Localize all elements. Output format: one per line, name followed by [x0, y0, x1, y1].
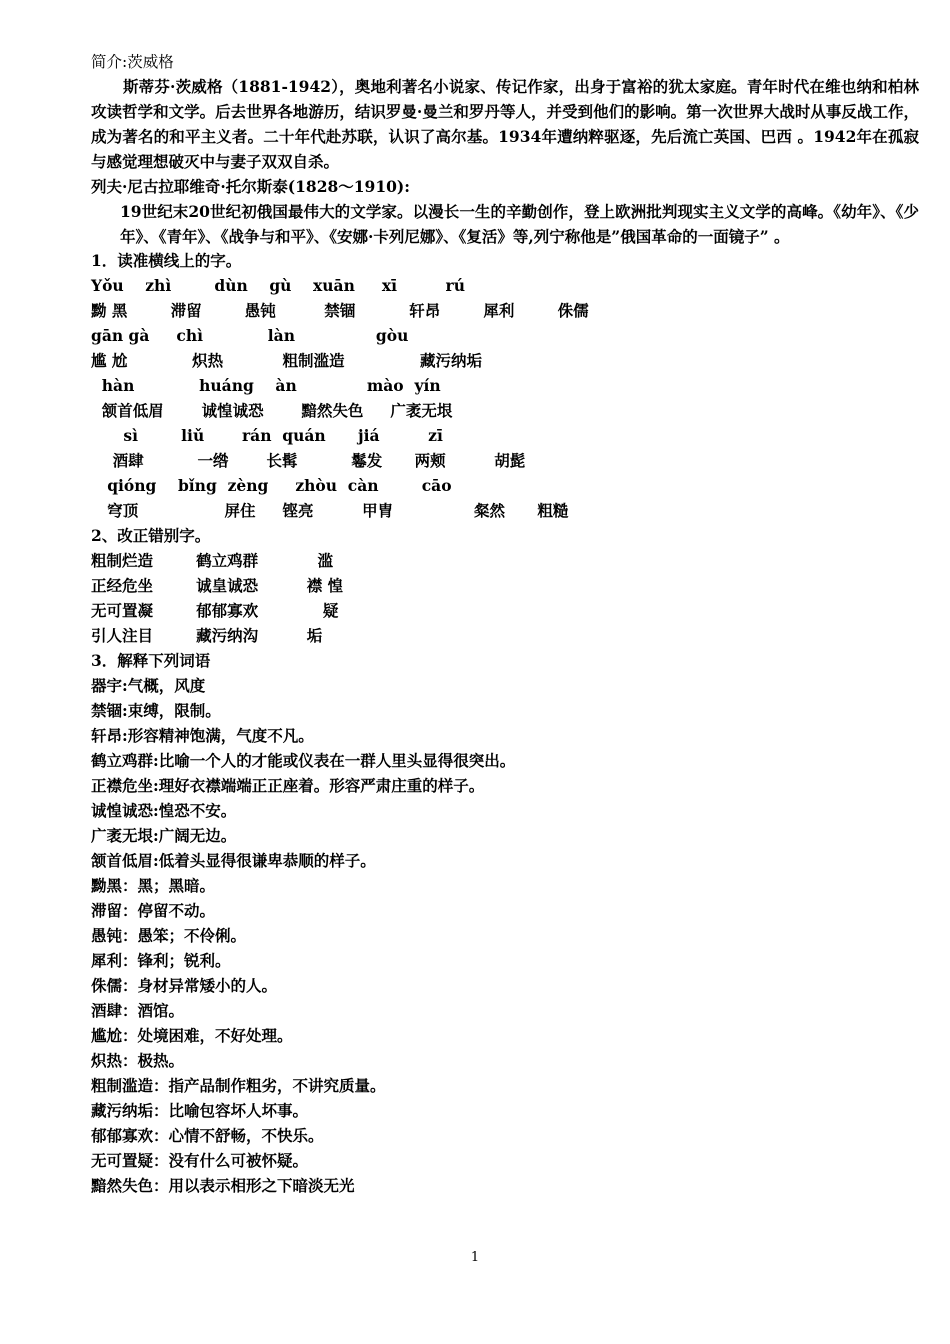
definition-item: 鹤立鸡群:比喻一个人的才能或仪表在一群人里头显得很突出。: [91, 751, 516, 770]
definition-item: 黯然失色：用以表示相形之下暗淡无光: [91, 1176, 355, 1195]
definition-item: 无可置疑：没有什么可被怀疑。: [91, 1151, 309, 1170]
pinyin-row: sì liǔ rán quán jiá zī: [91, 426, 443, 445]
definition-item: 犀利：锋利；锐利。: [91, 951, 231, 970]
word-row: 酒肆 一绺 长髯 鬈发 两颊 胡髭: [91, 451, 526, 470]
definition-item: 炽热：极热。: [91, 1051, 185, 1070]
definition-item: 轩昂:形容精神饱满，气度不凡。: [91, 726, 314, 745]
pinyin-row: Yǒu zhì dùn gù xuān xī rú: [91, 276, 465, 295]
word-row: 黝 黑 滞留 愚钝 禁锢 轩昂 犀利 侏儒: [91, 301, 589, 320]
definition-item: 颔首低眉:低着头显得很谦卑恭顺的样子。: [91, 851, 376, 870]
definition-item: 诚惶诚恐:惶恐不安。: [91, 801, 237, 820]
word-row: 穹顶 屏住 铿亮 甲胄 粲然 粗糙: [91, 501, 569, 520]
tolstoy-heading: 列夫·尼古拉耶维奇·托尔斯泰(1828～1910):: [91, 177, 410, 196]
section2-title: 2、改正错别字。: [91, 526, 211, 545]
pinyin-row: gān gà chì làn gòu: [91, 326, 409, 345]
word-row: 尴 尬 炽热 粗制滥造 藏污纳垢: [91, 351, 483, 370]
intro-heading: 简介:茨威格: [91, 53, 174, 71]
definition-item: 正襟危坐:理好衣襟端端正正座着。形容严肃庄重的样子。: [91, 776, 485, 795]
definition-item: 郁郁寡欢：心情不舒畅，不快乐。: [91, 1126, 324, 1145]
tolstoy-paragraph: 19世纪末20世纪初俄国最伟大的文学家。以漫长一生的辛勤创作，登上欧洲批判现实主义文学的高峰。《幼年》、《少年》、《青年》、《战争与和平》、《安娜·卡列尼娜》、《复活》等,列宁称他是”俄国革命的一面镜子” 。: [120, 202, 919, 246]
word-row: 颔首低眉 诚惶诚恐 黯然失色 广袤无垠: [91, 401, 453, 420]
definition-item: 粗制滥造：指产品制作粗劣，不讲究质量。: [91, 1076, 386, 1095]
definition-item: 尴尬：处境困难，不好处理。: [91, 1026, 293, 1045]
definition-item: 酒肆：酒馆。: [91, 1001, 185, 1020]
zweig-paragraph: 斯蒂芬·茨威格（1881-1942），奥地利著名小说家、传记作家，出身于富裕的犹太家庭。青年时代在维也纳和柏林攻读哲学和文学。后去世界各地游历，结识罗曼·曼兰和罗丹等人，并受到他们的影响。第一次世界大战时从事反战工作，成为著名的和平主义者。二十年代赴苏联，认识了高尔基。1934年遭纳粹驱逐，先后流亡英国、巴西 。1942年在孤寂与感觉理想破灭中与妻子双双自杀。: [91, 77, 919, 171]
definition-item: 禁锢:束缚，限制。: [91, 701, 221, 720]
definition-item: 黝黑：黑；黑暗。: [91, 876, 216, 895]
section1-title: 1．读准横线上的字。: [91, 251, 242, 270]
definition-item: 广袤无垠:广阔无边。: [91, 826, 237, 845]
definition-item: 滞留：停留不动。: [91, 901, 216, 920]
correction-row: 粗制烂造 鹤立鸡群 滥: [91, 551, 334, 570]
correction-row: 正经危坐 诚皇诚恐 襟 惶: [91, 576, 344, 595]
definition-item: 侏儒：身材异常矮小的人。: [91, 976, 278, 995]
pinyin-row: qióng bǐng zèng zhòu càn cāo: [91, 476, 452, 495]
section3-title: 3．解释下列词语: [91, 651, 211, 670]
definition-item: 藏污纳垢：比喻包容坏人坏事。: [91, 1101, 309, 1120]
correction-row: 引人注目 藏污纳沟 垢: [91, 626, 323, 645]
definition-item: 器宇:气概，风度: [91, 676, 206, 695]
page-number: 1: [470, 1250, 480, 1265]
correction-row: 无可置凝 郁郁寡欢 疑: [91, 601, 339, 620]
pinyin-row: hàn huáng àn mào yín: [91, 376, 441, 395]
definition-item: 愚钝：愚笨；不伶俐。: [91, 926, 247, 945]
